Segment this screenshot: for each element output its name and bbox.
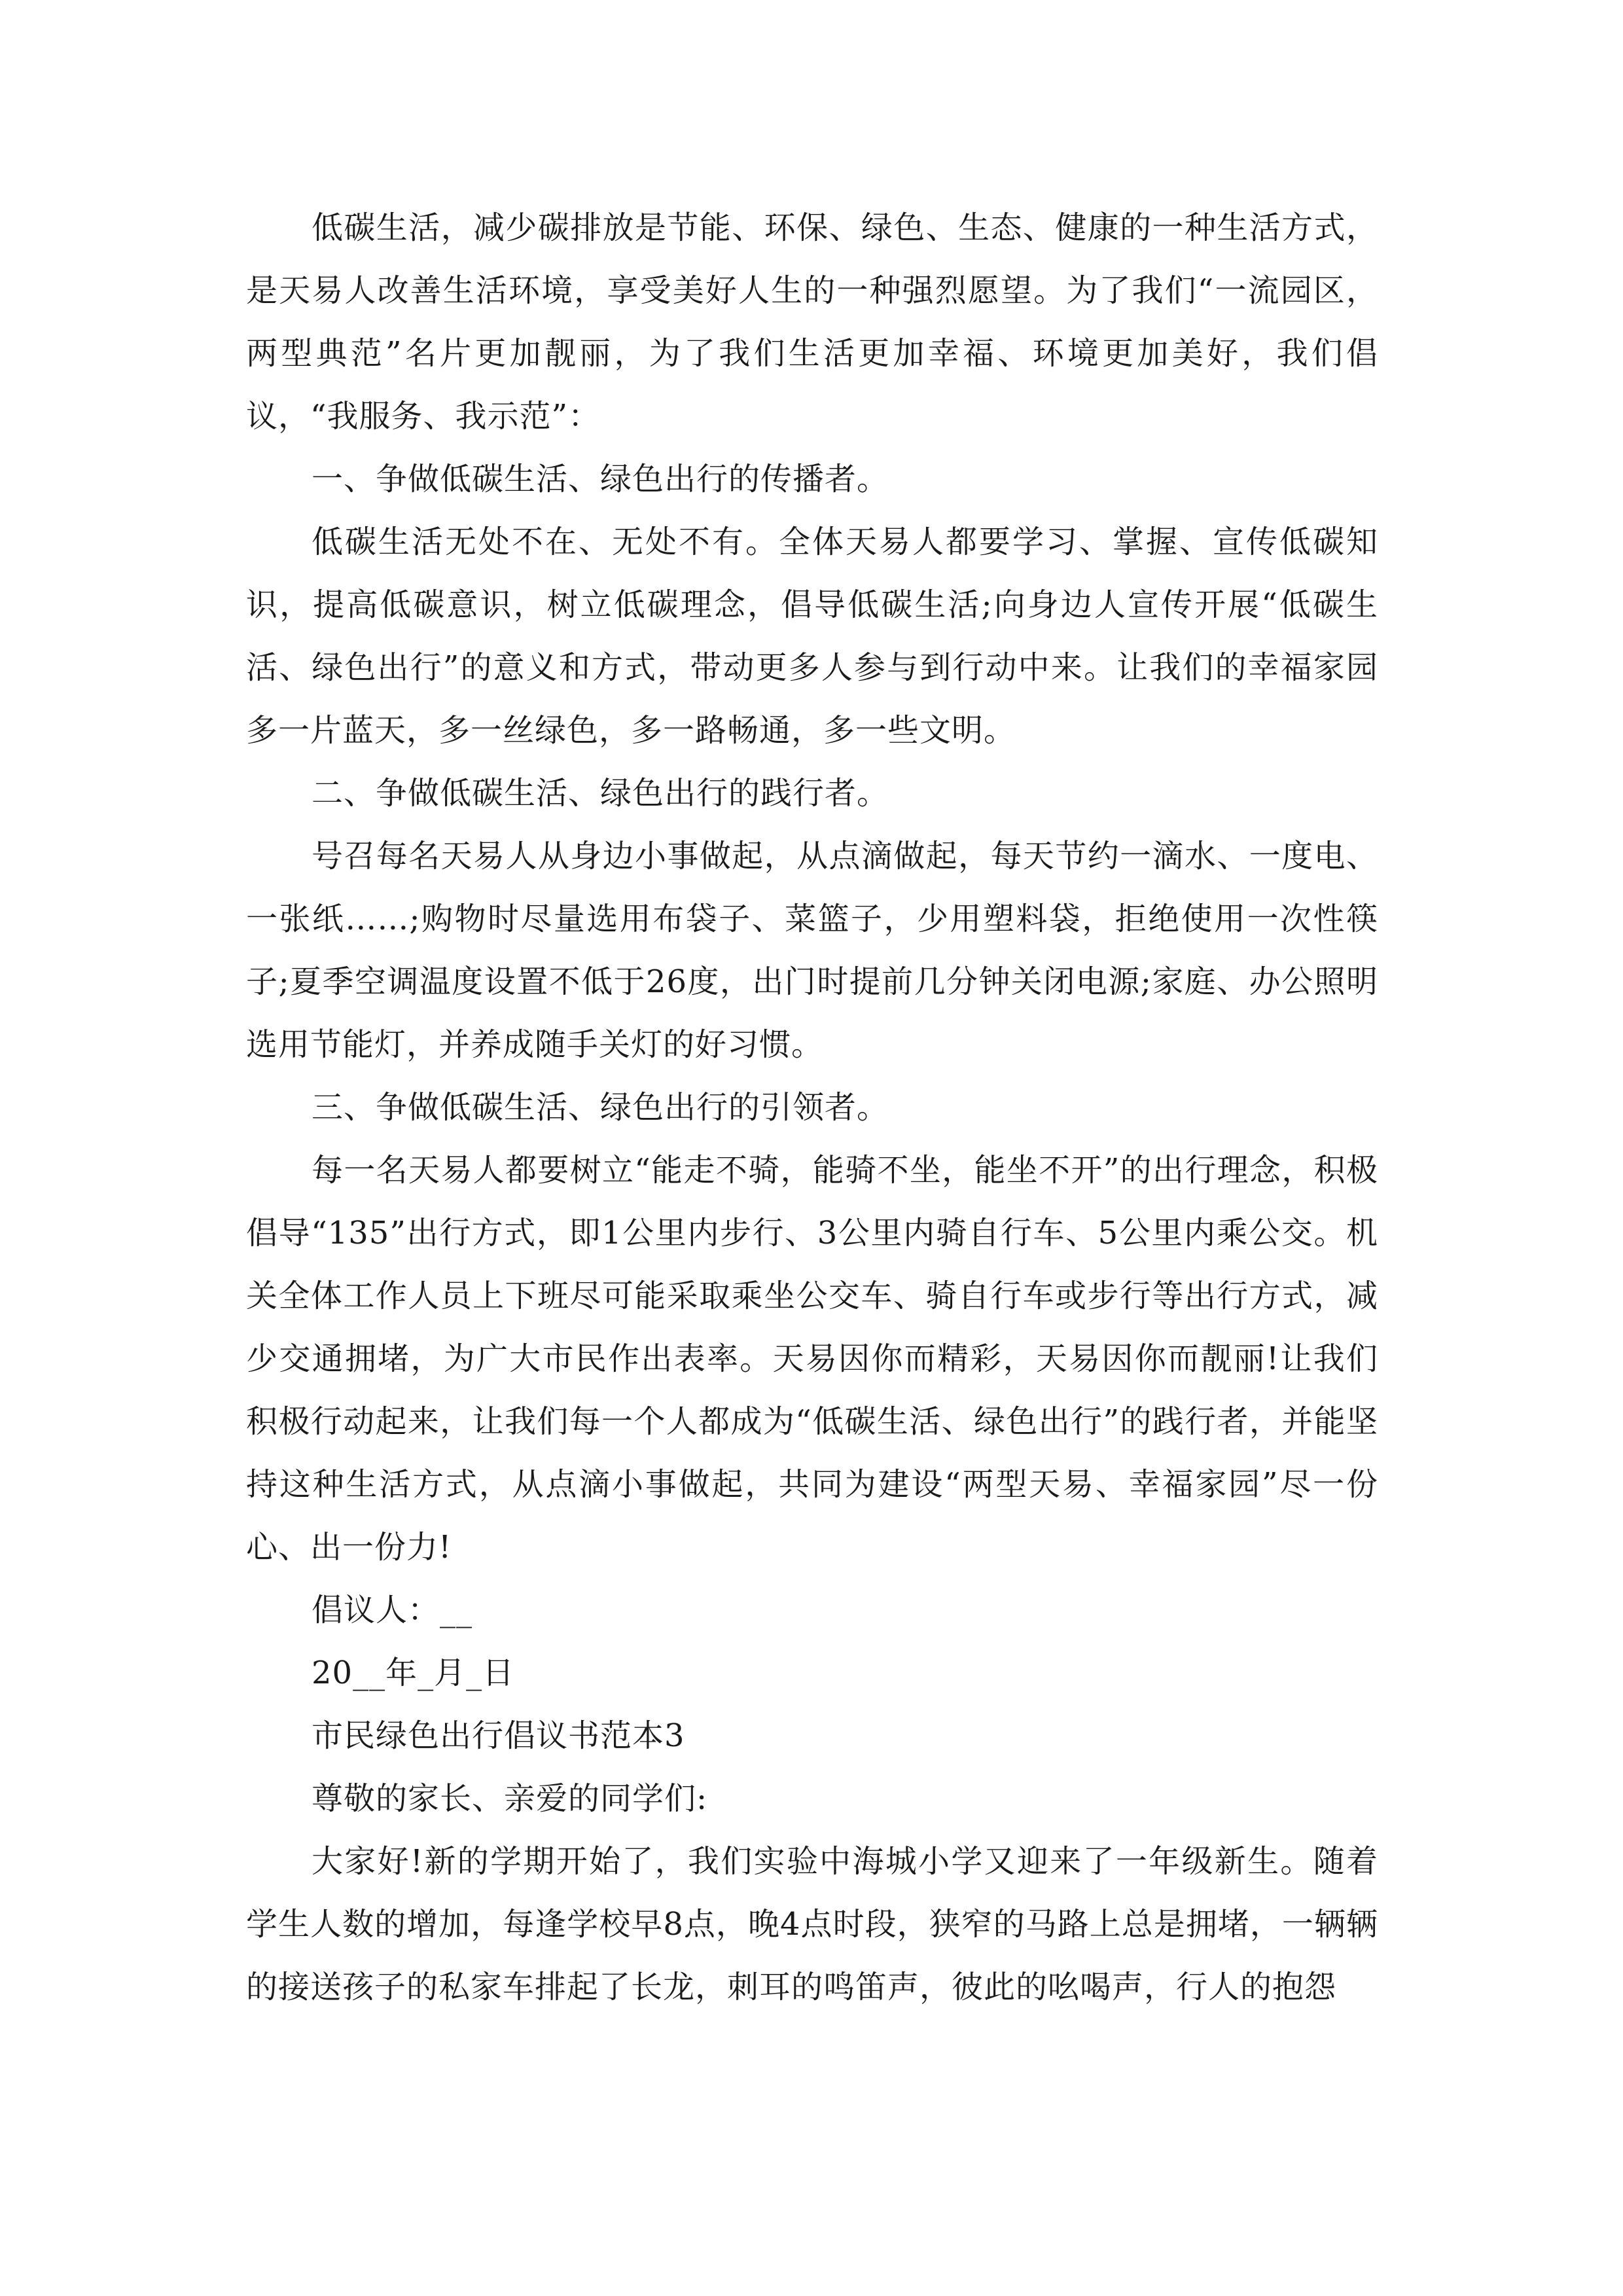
section-2-paragraph: 号召每名天易人从身边小事做起，从点滴做起，每天节约一滴水、一度电、一张纸……;购物时尽量选用布袋子、菜篮子，少用塑料袋，拒绝使用一次性筷子;夏季空调温度设置不低于26度，出门时提前几分钟关闭电源;家庭、办公照明选用节能灯，并养成随手关灯的好习惯。 xyxy=(246,838,1378,1063)
intro-paragraph: 低碳生活，减少碳排放是节能、环保、绿色、生态、健康的一种生活方式，是天易人改善生活环境，享受美好人生的一种强烈愿望。为了我们“一流园区，两型典范”名片更加靓丽，为了我们生活更加幸福、环境更加美好，我们倡议，“我服务、我示范”： xyxy=(246,209,1378,435)
section-heading-2: 二、争做低碳生活、绿色出行的践行者。 xyxy=(312,775,889,812)
section-1-paragraph: 低碳生活无处不在、无处不有。全体天易人都要学习、掌握、宣传低碳知识，提高低碳意识，树立低碳理念，倡导低碳生活;向身边人宣传开展“低碳生活、绿色出行”的意义和方式，带动更多人参与到行动中来。让我们的幸福家园多一片蓝天，多一丝绿色，多一路畅通，多一些文明。 xyxy=(246,524,1378,749)
signature-line: 倡议人：__ xyxy=(312,1592,473,1628)
section-heading-3: 三、争做低碳生活、绿色出行的引领者。 xyxy=(312,1089,889,1126)
document-body xyxy=(246,196,1378,2018)
date-line: 20__年_月_日 xyxy=(312,1655,515,1691)
section-3-paragraph: 每一名天易人都要树立“能走不骑，能骑不坐，能坐不开”的出行理念，积极倡导“135”出行方式，即1公里内步行、3公里内骑自行车、5公里内乘公交。机关全体工作人员上下班尽可能采取乘坐公交车、骑自行车或步行等出行方式，减少交通拥堵，为广大市民作出表率。天易因你而精彩，天易因你而靓丽!让我们积极行动起来，让我们每一个人都成为“低碳生活、绿色出行”的践行者，并能坚持这种生活方式，从点滴小事做起，共同为建设“两型天易、幸福家园”尽一份心、出一份力! xyxy=(246,1152,1378,1566)
body-paragraph: 大家好!新的学期开始了，我们实验中海城小学又迎来了一年级新生。随着学生人数的增加，每逢学校早8点，晚4点时段，狭窄的马路上总是拥堵，一辆辆的接送孩子的私家车排起了长龙，刺耳的鸣笛声，彼此的吆喝声，行人的抱怨 xyxy=(246,1843,1378,2005)
sample-title: 市民绿色出行倡议书范本3 xyxy=(312,1717,685,1754)
salutation: 尊敬的家长、亲爱的同学们: xyxy=(312,1780,708,1817)
section-heading-1: 一、争做低碳生活、绿色出行的传播者。 xyxy=(312,461,889,497)
